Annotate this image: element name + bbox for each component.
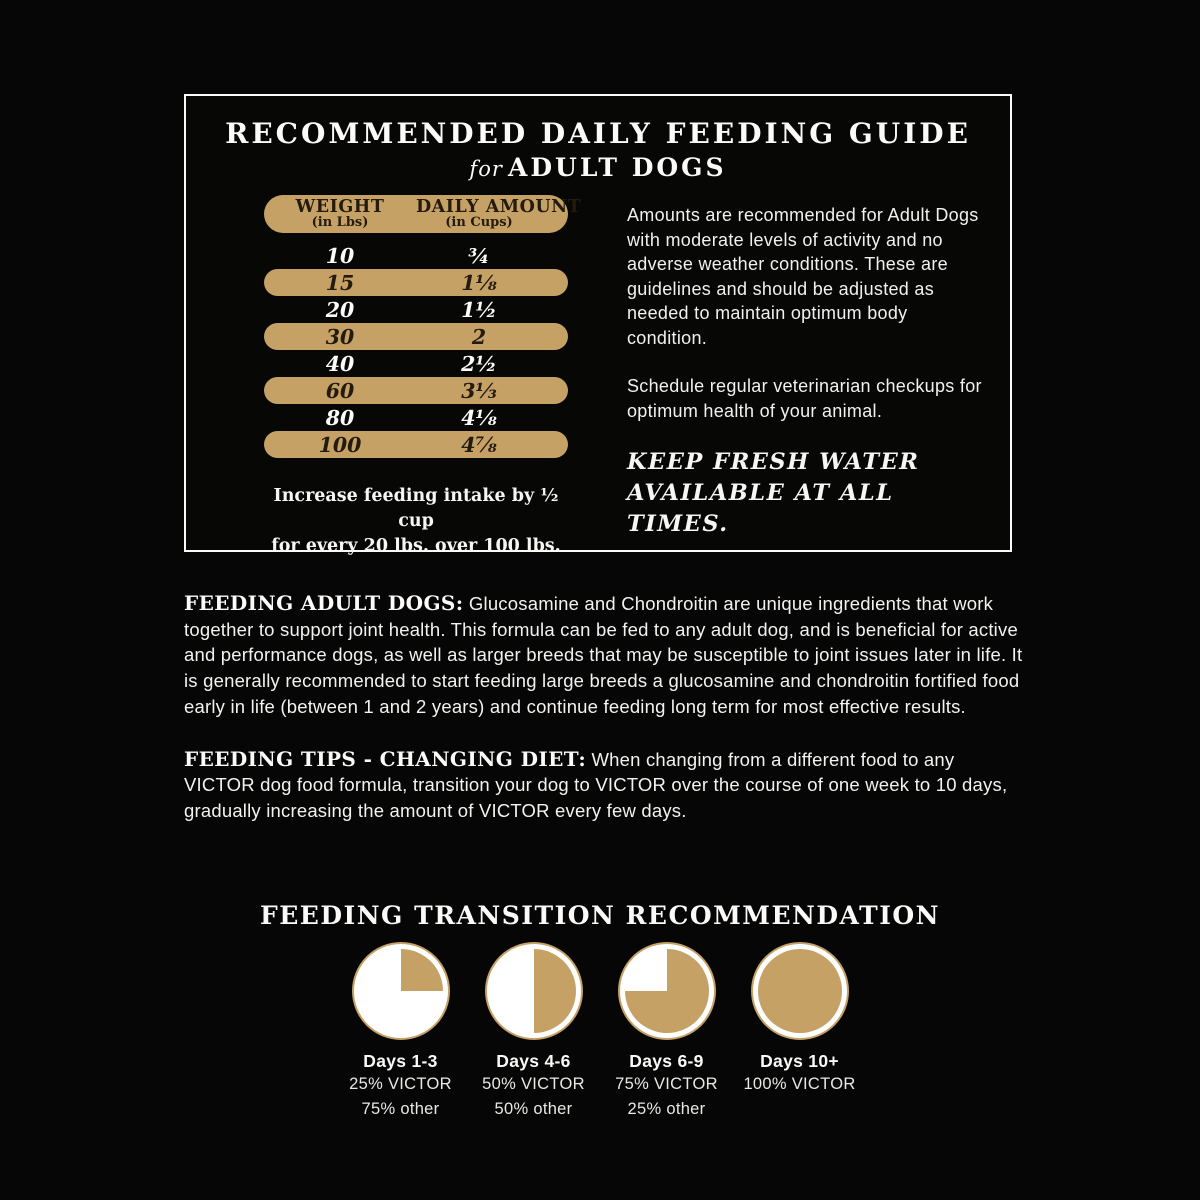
amount-cell: 4⅞ — [461, 432, 497, 457]
pie-chart-50-percent — [485, 942, 583, 1040]
table-row — [264, 404, 568, 431]
feeding-guide-box — [184, 94, 1012, 556]
table-row — [264, 350, 568, 377]
paragraph-heading: FEEDING ADULT DOGS: — [184, 591, 464, 615]
table-header — [264, 195, 582, 233]
feeding-table — [264, 195, 582, 458]
step-days-label: Days 4-6 — [496, 1051, 571, 1071]
guide-notes — [627, 203, 989, 540]
step-other-label: 50% other — [494, 1100, 573, 1118]
step-other-label: 75% other — [361, 1100, 440, 1118]
guide-title: RECOMMENDED DAILY FEEDING GUIDE — [225, 117, 971, 150]
guide-subtitle-prefix: for — [469, 157, 503, 181]
paragraph-feeding-adult-dogs — [184, 591, 1024, 720]
table-row — [264, 431, 568, 458]
transition-step-2 — [467, 942, 600, 1122]
paragraph-feeding-tips — [184, 747, 1024, 824]
amount-cell: 1½ — [461, 297, 497, 322]
fresh-water-warning: KEEP FRESH WATER AVAILABLE AT ALL TIMES. — [627, 449, 920, 537]
step-victor-label: 25% VICTOR — [349, 1075, 452, 1093]
pie-chart-75-percent — [618, 942, 716, 1040]
weight-cell: 20 — [325, 297, 355, 322]
table-row — [264, 269, 568, 296]
step-other-label: 25% other — [627, 1100, 706, 1118]
weight-cell: 40 — [325, 351, 355, 376]
header-weight: WEIGHT (in Lbs) — [295, 196, 385, 231]
transition-step-4 — [733, 942, 866, 1122]
transition-title: FEEDING TRANSITION RECOMMENDATION — [259, 901, 941, 930]
step-days-label: Days 1-3 — [363, 1051, 438, 1071]
paragraph-heading: FEEDING TIPS - CHANGING DIET: — [184, 746, 587, 771]
weight-cell: 60 — [325, 378, 355, 403]
paragraph-body: When changing from a different food to any VICTOR dog food formula, transition your dog to VICTOR over the course of one week to 10 days, gradually increasing the amount of VICTOR every few days. — [184, 748, 1008, 821]
note-amounts: Amounts are recommended for Adult Dogs with moderate levels of activity and no adverse weather conditions. These are guidelines and should be adjusted as needed to maintain optimum body condition. — [627, 205, 979, 348]
step-victor-label: 50% VICTOR — [482, 1075, 585, 1093]
step-victor-label: 75% VICTOR — [615, 1075, 718, 1093]
table-footnote: Increase feeding intake by ½ cup for every 20 lbs. over 100 lbs. — [271, 486, 561, 556]
weight-cell: 80 — [325, 405, 355, 430]
note-vet: Schedule regular veterinarian checkups for optimum health of your animal. — [627, 376, 982, 421]
weight-cell: 30 — [325, 324, 355, 349]
weight-cell: 100 — [318, 432, 362, 457]
body-paragraphs — [184, 591, 1024, 824]
weight-cell: 15 — [325, 270, 355, 295]
guide-subtitle-text: ADULT DOGS — [507, 153, 727, 182]
transition-steps — [0, 942, 1200, 1122]
amount-cell: 1⅛ — [461, 270, 497, 295]
transition-step-3 — [600, 942, 733, 1122]
step-days-label: Days 10+ — [760, 1051, 839, 1071]
table-row — [264, 242, 568, 269]
guide-subtitle — [186, 153, 1010, 182]
header-daily-amount: DAILY AMOUNT (in Cups) — [416, 196, 582, 231]
amount-cell: ¾ — [468, 243, 490, 268]
table-row — [264, 323, 568, 350]
amount-cell: 4⅛ — [461, 405, 497, 430]
pie-chart-25-percent — [352, 942, 450, 1040]
step-victor-label: 100% VICTOR — [743, 1075, 856, 1093]
pie-chart-100-percent — [751, 942, 849, 1040]
weight-cell: 10 — [325, 243, 355, 268]
table-rows — [264, 242, 568, 458]
amount-cell: 2 — [471, 324, 487, 349]
table-row — [264, 296, 568, 323]
transition-step-1 — [334, 942, 467, 1122]
amount-cell: 2½ — [461, 351, 497, 376]
paragraph-body: Glucosamine and Chondroitin are unique ingredients that work together to support joint health. This formula can be fed to any adult dog, and is beneficial for active and performance dogs, as well as larger breeds that may be susceptible to joint issues later in life. It is generally recommended to start feeding large breeds a glucosamine and chondroitin fortified food early in life (between 1 and 2 years) and continue feeding long term for most effective results. — [184, 593, 1023, 717]
amount-cell: 3⅓ — [461, 378, 497, 403]
table-row — [264, 377, 568, 404]
step-days-label: Days 6-9 — [629, 1051, 704, 1071]
